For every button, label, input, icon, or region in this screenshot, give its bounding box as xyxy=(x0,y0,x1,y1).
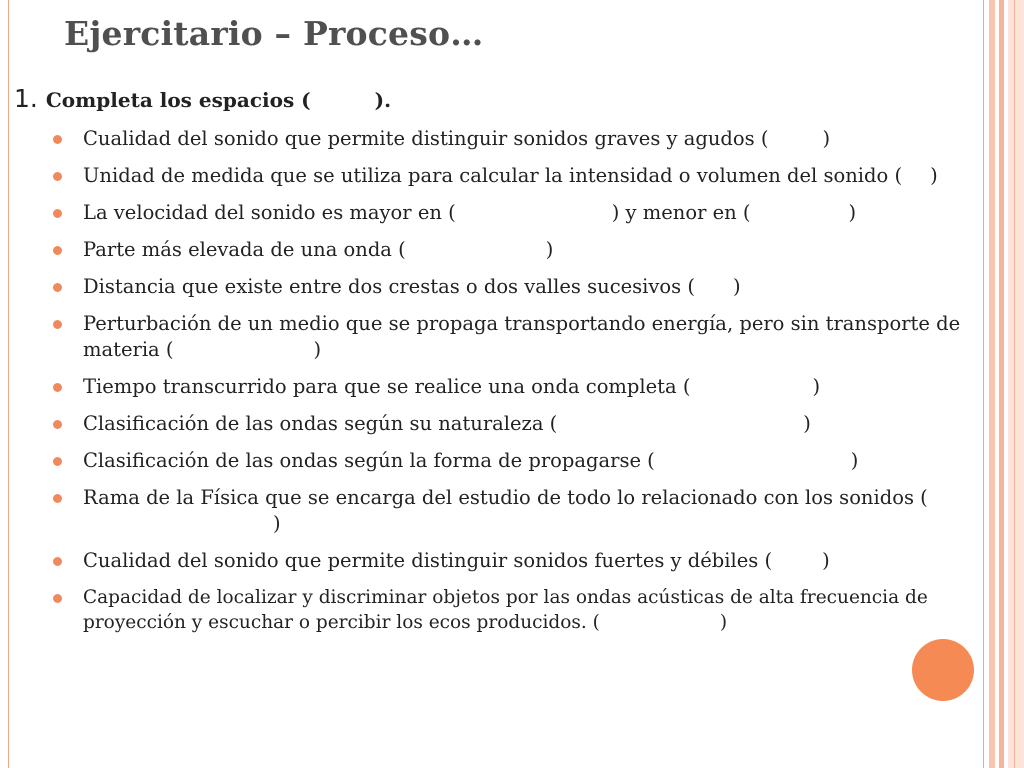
bullet-icon xyxy=(53,420,62,429)
left-border-line xyxy=(8,0,9,768)
right-edge-line xyxy=(1014,0,1015,768)
bullet-icon xyxy=(53,320,62,329)
list-item xyxy=(50,274,975,300)
list-item xyxy=(50,374,975,400)
item-text: Clasificación de las ondas según su naturaleza ( xyxy=(83,412,558,435)
bullet-icon xyxy=(53,383,62,392)
list-item xyxy=(50,126,975,152)
item-close: ) xyxy=(273,512,281,535)
list-item xyxy=(50,448,975,474)
item-close: ) xyxy=(719,612,728,633)
item-close: ) xyxy=(313,338,322,361)
item-close: ) xyxy=(930,164,938,187)
list-item xyxy=(50,237,975,263)
item-text: Distancia que existe entre dos crestas o dos valles sucesivos ( xyxy=(83,275,695,298)
item-mid: ) y menor en ( xyxy=(611,201,751,224)
item-close: ) xyxy=(732,275,741,298)
list-item xyxy=(50,585,975,635)
item-text: Cualidad del sonido que permite distinguir sonidos graves y agudos ( xyxy=(83,127,769,150)
bullet-icon xyxy=(53,246,62,255)
item-text: La velocidad del sonido es mayor en ( xyxy=(83,201,456,224)
item-close: ) xyxy=(803,412,811,435)
bullet-icon xyxy=(53,283,62,292)
item-text: Rama de la Física que se encarga del estudio de todo lo relacionado con los sonidos ( xyxy=(83,486,928,509)
item-close: ) xyxy=(812,375,821,398)
bullet-icon xyxy=(53,494,62,503)
heading-text-end: ). xyxy=(374,88,392,112)
list-item xyxy=(50,411,975,437)
question-list xyxy=(50,126,975,646)
right-stripe-2 xyxy=(999,0,1004,768)
list-item xyxy=(50,548,975,574)
item-text: Capacidad de localizar y discriminar objetos por las ondas acústicas de alta frecuencia de proyección y escuchar o percibir los ecos producidos. ( xyxy=(83,587,928,633)
right-stripe-1 xyxy=(989,0,995,768)
bullet-icon xyxy=(53,557,62,566)
list-item xyxy=(50,200,975,226)
heading-number: 1. xyxy=(14,84,38,113)
list-item xyxy=(50,485,975,537)
slide-title: Ejercitario – Proceso… xyxy=(64,14,484,53)
bullet-icon xyxy=(53,135,62,144)
item-text: Parte más elevada de una onda ( xyxy=(83,238,406,261)
right-stripe-3 xyxy=(1008,0,1024,768)
item-close: ) xyxy=(850,449,859,472)
list-item xyxy=(50,311,975,363)
item-text: Perturbación de un medio que se propaga transportando energía, pero sin transporte de materia ( xyxy=(83,312,961,361)
bullet-icon xyxy=(53,594,62,603)
item-close: ) xyxy=(822,127,831,150)
decorative-circle xyxy=(912,639,974,701)
bullet-icon xyxy=(53,209,62,218)
right-border-line xyxy=(983,0,984,768)
item-text: Cualidad del sonido que permite distinguir sonidos fuertes y débiles ( xyxy=(83,549,773,572)
item-text: Unidad de medida que se utiliza para calcular la intensidad o volumen del sonido ( xyxy=(83,164,903,187)
item-text: Tiempo transcurrido para que se realice una onda completa ( xyxy=(83,375,691,398)
list-item xyxy=(50,163,975,189)
item-close: ) xyxy=(848,201,857,224)
bullet-icon xyxy=(53,457,62,466)
bullet-icon xyxy=(53,172,62,181)
item-close: ) xyxy=(822,549,830,572)
exercise-heading xyxy=(14,84,391,113)
heading-text-start: Completa los espacios ( xyxy=(45,88,311,112)
item-text: Clasificación de las ondas según la forma de propagarse ( xyxy=(83,449,655,472)
item-close: ) xyxy=(545,238,554,261)
